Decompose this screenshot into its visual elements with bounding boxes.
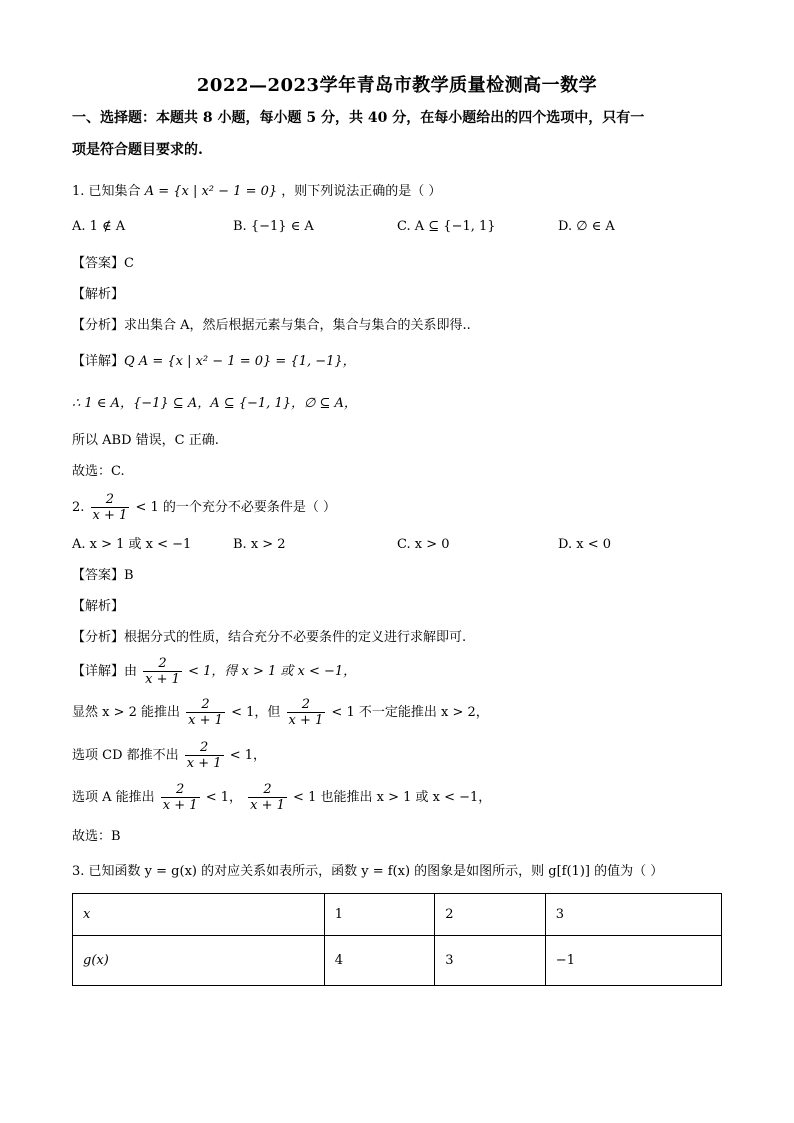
q2-x1-pre: 由 (124, 664, 138, 679)
fraction-numerator: 2 (200, 740, 209, 755)
fraction-denominator: x + 1 (162, 798, 198, 813)
q1-solution-line4: 故选：C. (72, 464, 125, 479)
q1-stem-prefix: 1. 已知集合 (72, 184, 141, 199)
q2-fraction (186, 697, 225, 728)
q2-stem (72, 492, 336, 523)
q1-fenxi (72, 316, 471, 336)
q2-fraction (185, 740, 224, 771)
q2-option-b: B. x > 2 (233, 537, 286, 552)
q2-answer-value: B (124, 568, 134, 583)
section-heading-line2: 项是符合题目要求的. (72, 142, 203, 158)
q1-xiangjie (72, 352, 356, 372)
fenxi-tag: 【分析】 (72, 318, 125, 333)
fraction-denominator: x + 1 (288, 713, 324, 728)
q1-set-expression: A = {x | x² − 1 = 0} (144, 184, 278, 199)
fenxi-tag: 【分析】 (72, 630, 125, 645)
xiangjie-tag: 【详解】 (72, 354, 125, 369)
fraction-numerator: 2 (201, 697, 210, 712)
q2-x1-post: < 1，得 x > 1 或 x < −1， (188, 664, 357, 679)
q2-stem-suffix: < 1 的一个充分不必要条件是（ ） (135, 500, 337, 515)
q2-fraction (91, 492, 130, 523)
fraction-denominator: x + 1 (145, 672, 180, 687)
q1-answer-value: C (124, 256, 134, 271)
table-cell: 1 (324, 894, 435, 936)
table-row (73, 894, 722, 936)
table-cell: −1 (545, 936, 721, 986)
q1-analysis-tag: 【解析】 (72, 287, 125, 302)
table-cell: 2 (435, 894, 546, 936)
section-heading-line1: 一、选择题：本题共 8 小题，每小题 5 分，共 40 分，在每小题给出的四个选项中，只有一 (72, 110, 645, 126)
fraction-denominator: x + 1 (250, 798, 285, 813)
q1-xiangjie-text: Q A = {x | x² − 1 = 0} = {1, −1}， (124, 354, 356, 369)
q1-answer (72, 254, 134, 274)
q2-x2-mid: < 1，但 (231, 705, 281, 720)
q2-x4-post: < 1 也能推出 x > 1 或 x < −1， (293, 790, 492, 805)
g-value-table (72, 893, 722, 986)
q2-fraction (143, 656, 182, 687)
table-cell: 3 (435, 936, 546, 986)
q1-solution-line3: 所以 ABD 错误，C 正确. (72, 433, 219, 448)
fraction-numerator: 2 (263, 782, 272, 797)
q2-xiangjie-line4 (72, 782, 491, 813)
q2-number: 2. (72, 500, 85, 515)
table-cell: g(x) (73, 936, 325, 986)
q2-x2-pre: 显然 x > 2 能推出 (72, 705, 181, 720)
answer-tag: 【答案】 (72, 256, 125, 271)
answer-tag: 【答案】 (72, 568, 125, 583)
q2-x3-pre: 选项 CD 都推不出 (72, 748, 179, 763)
q1-stem-suffix: ，则下列说法正确的是（ ） (281, 184, 442, 199)
q2-fraction (287, 697, 326, 728)
q2-fenxi-text: 根据分式的性质，结合充分不必要条件的定义进行求解即可. (124, 630, 467, 645)
fraction-denominator: x + 1 (186, 756, 222, 771)
q2-xiangjie-line3 (72, 740, 266, 771)
q2-option-a: A. x > 1 或 x < −1 (72, 537, 192, 552)
table-row (73, 936, 722, 986)
q1-option-c: C. A ⊆ {−1, 1} (397, 219, 496, 234)
q2-x2-post: < 1 不一定能推出 x > 2， (331, 705, 489, 720)
fraction-numerator: 2 (176, 782, 185, 797)
q2-xiangjie-line1 (72, 656, 356, 687)
q2-x3-post: < 1， (229, 748, 266, 763)
q2-x4-pre: 选项 A 能推出 (72, 790, 155, 805)
q3-stem: 3. 已知函数 y = g(x) 的对应关系如表所示，函数 y = f(x) 的图象是如图所示，则 g[f(1)] 的值为（ ） (72, 864, 664, 879)
q2-x4-mid: < 1， (205, 790, 242, 805)
xiangjie-tag: 【详解】 (72, 664, 125, 679)
q2-xiangjie-line2 (72, 697, 489, 728)
q1-solution-line2: ∴ 1 ∈ A，{−1} ⊆ A，A ⊆ {−1, 1}，∅ ⊆ A， (72, 396, 357, 411)
q2-analysis-tag: 【解析】 (72, 599, 125, 614)
q2-fraction (248, 782, 287, 813)
q2-option-d: D. x < 0 (558, 537, 611, 552)
q2-xiangjie-line5: 故选：B (72, 829, 121, 844)
fraction-numerator: 2 (158, 656, 167, 671)
q1-stem (72, 182, 441, 202)
q1-option-d: D. ∅ ∈ A (558, 219, 615, 234)
q2-fraction (161, 782, 200, 813)
q1-option-a: A. 1 ∉ A (72, 219, 126, 234)
page-title: 2022—2023学年青岛市教学质量检测高一数学 (196, 75, 598, 96)
fraction-denominator: x + 1 (188, 713, 223, 728)
q2-fenxi (72, 628, 466, 648)
table-cell: x (73, 894, 325, 936)
q2-answer (72, 566, 134, 586)
q1-option-b: B. {−1} ∈ A (233, 219, 314, 234)
fraction-denominator: x + 1 (92, 508, 128, 523)
fraction-numerator: 2 (301, 697, 311, 712)
q2-option-c: C. x > 0 (397, 537, 450, 552)
q1-fenxi-text: 求出集合 A，然后根据元素与集合，集合与集合的关系即得.. (124, 318, 471, 333)
table-cell: 3 (545, 894, 721, 936)
fraction-numerator: 2 (105, 492, 115, 507)
table-cell: 4 (324, 936, 435, 986)
